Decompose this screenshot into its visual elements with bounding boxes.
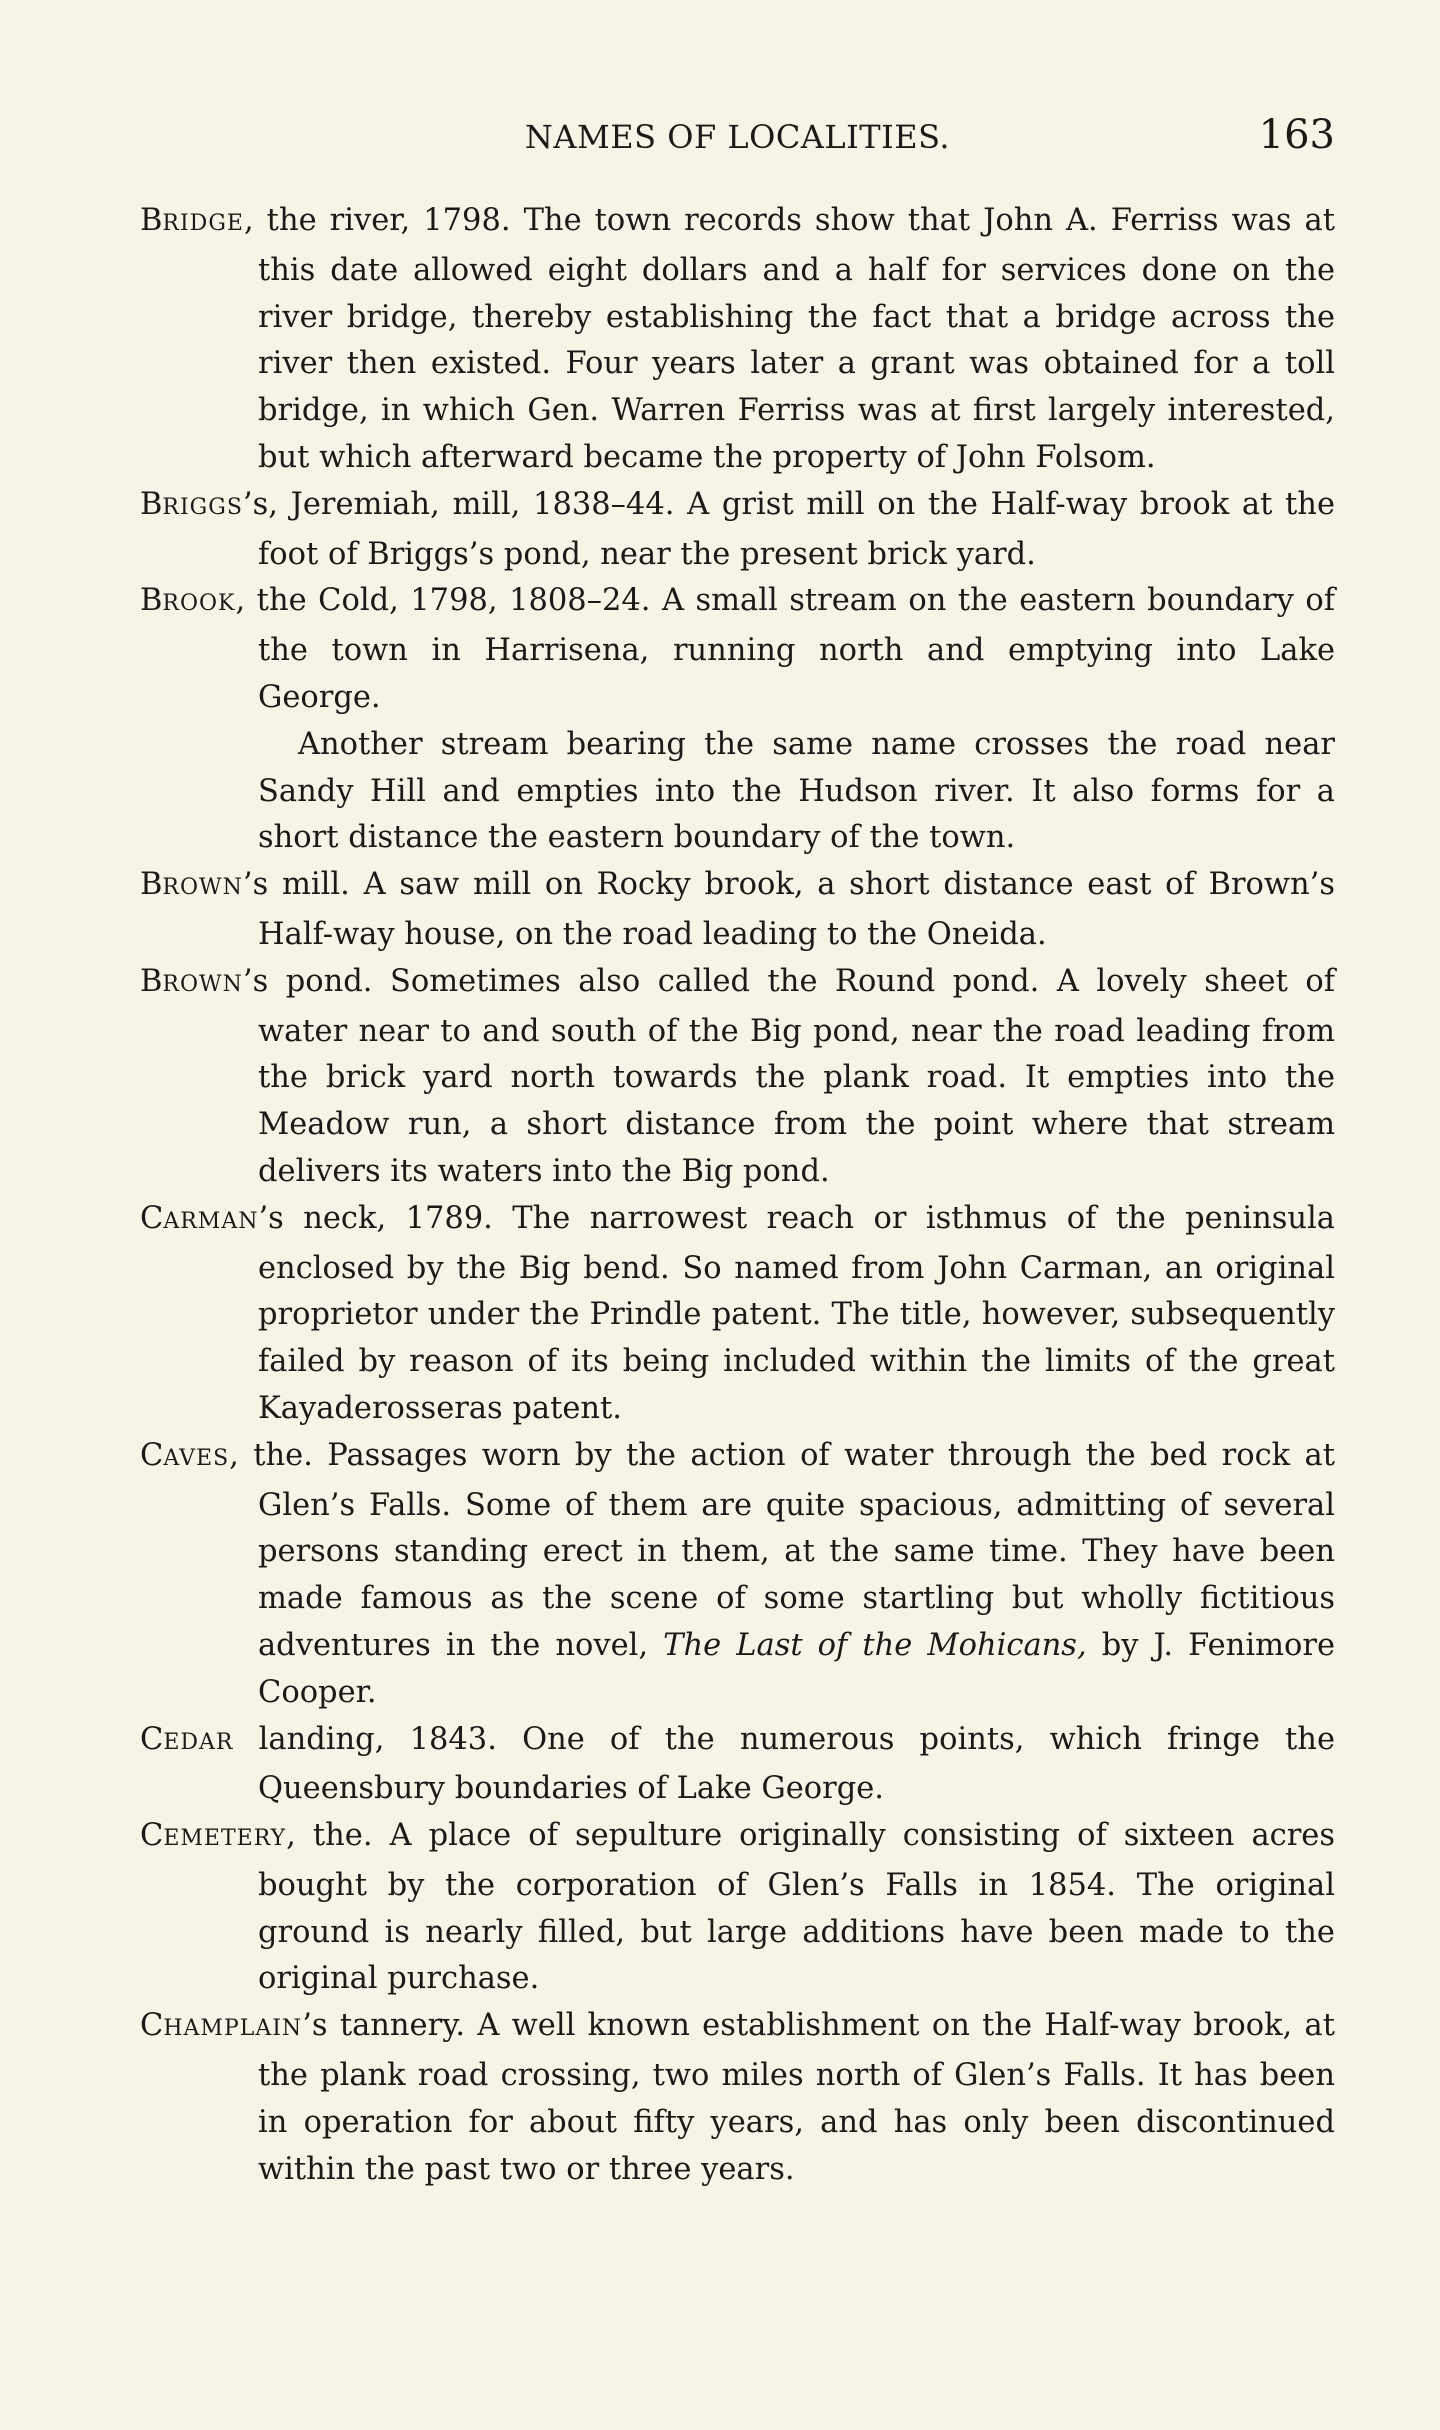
entry-paragraph xyxy=(140,1433,1335,1717)
entry-headword-rest: EDAR xyxy=(163,1729,234,1755)
entry-paragraph xyxy=(140,1717,1335,1814)
entry-headword-initial: B xyxy=(140,486,163,522)
entry-carmans-neck xyxy=(140,1196,1335,1433)
entry-text: ’s pond. Sometimes also called the Round pond. A lovely sheet of water near to and south of the Big pond, near the road leading from the brick yard north towards the plank road. It empties into the Meadow run, a short distance from the point where that stream delivers its waters into the Big pond. xyxy=(242,963,1335,1189)
entry-briggs-mill xyxy=(140,482,1335,579)
page-number: 163 xyxy=(1258,112,1335,158)
entry-headword-rest: EMETERY xyxy=(163,1826,287,1852)
entry-headword-rest: RIDGE xyxy=(162,211,244,236)
entry-paragraph xyxy=(140,1196,1335,1433)
entry-headword-initial: C xyxy=(140,1721,164,1757)
running-title: NAMES OF LOCALITIES. xyxy=(524,118,951,156)
entry-headword-rest: ROOK xyxy=(162,591,236,617)
entry-text: ’s mill. A saw mill on Rocky brook, a short distance east of Brown’s Half-way house, on the road leading to the Oneida. xyxy=(242,867,1335,952)
entry-paragraph xyxy=(140,959,1335,1196)
entry-text: , the Cold, 1798, 1808–24. A small stream on the eastern boundary of the town in Harrisena, running north and emptying into Lake George. xyxy=(235,583,1335,715)
entry-headword-initial: C xyxy=(140,1818,164,1854)
entry-cemetery xyxy=(140,1813,1335,2003)
entry-headword-initial: C xyxy=(140,1200,164,1236)
entry-paragraph xyxy=(140,482,1335,579)
entry-paragraph xyxy=(140,578,1335,721)
entry-headword-initial: C xyxy=(140,1437,164,1473)
entry-text-after: by J. Fenimore Cooper. xyxy=(258,1627,1335,1710)
entry-brook-cold xyxy=(140,578,1335,862)
entry-headword-rest: AVES xyxy=(163,1445,230,1471)
running-head xyxy=(140,112,1335,168)
entry-headword-rest: RIGGS xyxy=(162,494,243,520)
entry-text: ’s, Jeremiah, mill, 1838–44. A grist mill on the Half-way brook at the foot of Briggs’s pond, near the present brick yard. xyxy=(242,486,1335,572)
entry-headword-initial: B xyxy=(140,867,163,903)
entry-headword-rest: HAMPLAIN xyxy=(163,2016,303,2042)
entry-paragraph xyxy=(140,862,1335,959)
entry-list xyxy=(140,198,1335,2193)
entry-champlains-tannery xyxy=(140,2003,1335,2193)
entry-headword-initial: B xyxy=(140,583,163,619)
entry-continuation-paragraph: Another stream bearing the same name crosses the road near Sandy Hill and empties into the Hudson river. It also forms for a short distance the eastern boundary of the town. xyxy=(258,726,1335,856)
entry-caves xyxy=(140,1433,1335,1717)
entry-paragraph xyxy=(140,1813,1335,2003)
entry-bridge xyxy=(140,198,1335,482)
entry-cedar-landing xyxy=(140,1717,1335,1814)
entry-text: landing, 1843. One of the numerous points, which fringe the Queensbury boundaries of Lake George. xyxy=(233,1721,1335,1807)
entry-headword-rest: ROWN xyxy=(162,971,243,997)
entry-text: , the. Passages worn by the action of water through the bed rock at Glen’s Falls. Some of them are quite spacious, admitting of several persons standing erect in them, at the same time. They have been made famous as the scene of some startling but wholly fictitious adventures in the novel, xyxy=(229,1437,1335,1663)
novel-title: The Last of the Mohicans, xyxy=(663,1627,1087,1663)
entry-paragraph xyxy=(140,2003,1335,2193)
entry-headword-rest: ARMAN xyxy=(163,1208,259,1234)
entry-text: , the river, 1798. The town records show that John A. Ferriss was at this date allowed eight dollars and a half for services done on the river bridge, thereby establishing the fact that a bridge across the river then existed. Four years later a grant was obtained for a toll bridge, in which Gen. Warren Ferriss was at first largely interested, but which afterward became the property of John Folsom. xyxy=(243,203,1335,475)
entry-text: ’s tannery. A well known establishment on the Half-way brook, at the plank road crossing, two miles north of Glen’s Falls. It has been in operation for about fifty years, and has only been discontinued within the past two or three years. xyxy=(258,2008,1335,2187)
entry-text: ’s neck, 1789. The narrowest reach or isthmus of the peninsula enclosed by the Big bend. So named from John Carman, an original proprietor under the Prindle patent. The title, however, subsequently failed by reason of its being included within the limits of the great Kayaderosseras patent. xyxy=(258,1200,1335,1426)
entry-text: , the. A place of sepulture originally consisting of sixteen acres bought by the corporation of Glen’s Falls in 1854. The original ground is nearly filled, but large additions have been made to the original purchase. xyxy=(258,1818,1335,1997)
entry-browns-pond xyxy=(140,959,1335,1196)
entry-headword-initial: B xyxy=(140,203,163,238)
entry-headword-initial: B xyxy=(140,963,163,999)
entry-headword-rest: ROWN xyxy=(162,875,243,901)
entry-headword-initial: C xyxy=(140,2008,164,2044)
entry-paragraph xyxy=(140,198,1335,482)
entry-browns-mill xyxy=(140,862,1335,959)
